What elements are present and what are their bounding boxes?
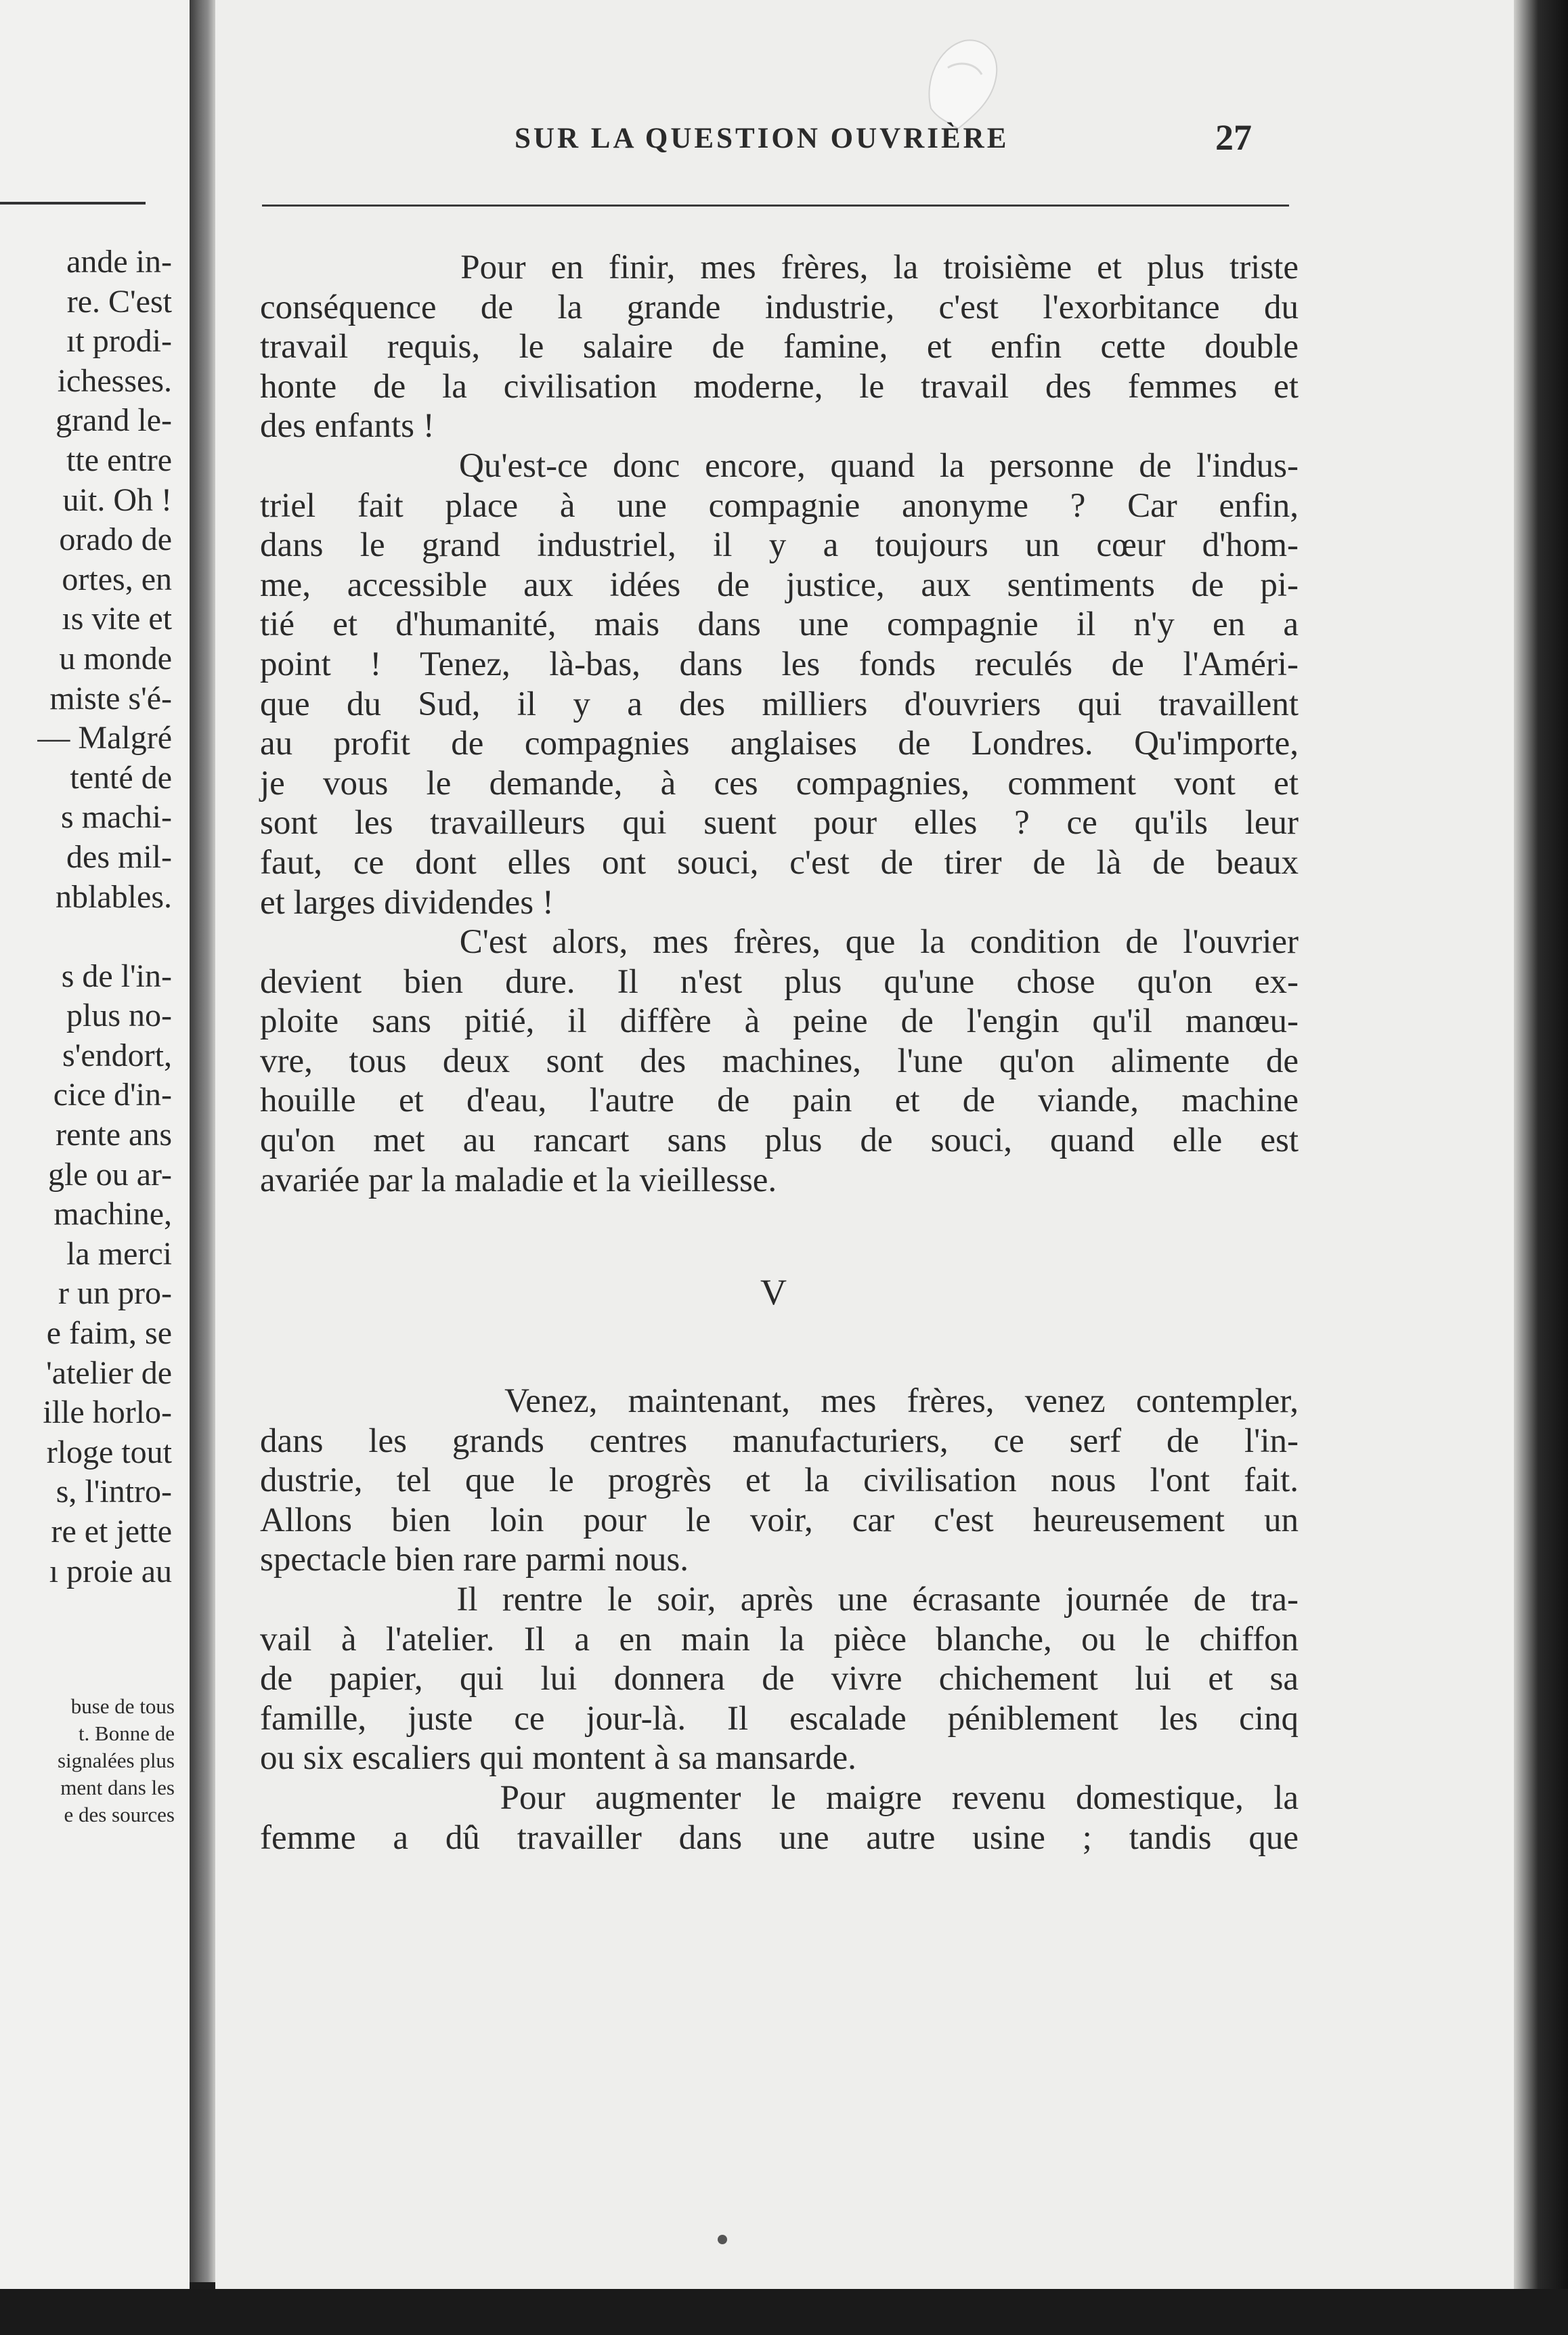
text-line: me, accessible aux idées de justice, aux sentiments de pi- xyxy=(260,565,1299,604)
left-text-line: rente ans xyxy=(56,1117,172,1153)
text-line: houille et d'eau, l'autre de pain et de viande, machine xyxy=(260,1081,1299,1120)
text-line: faut, ce dont elles ont souci, c'est de tirer de là de beaux xyxy=(260,843,1299,882)
left-text-line: re et jette xyxy=(51,1514,172,1549)
text-line: sont les travailleurs qui suent pour elles ? ce qu'ils leur xyxy=(260,804,1299,842)
left-text-line: nblables. xyxy=(56,878,172,915)
text-line: vail à l'atelier. Il a en main la pièce blanche, ou le chiffon xyxy=(260,1620,1299,1658)
section-number: V xyxy=(760,1272,787,1312)
text-line: Il rentre le soir, après une écrasante journée de tra- xyxy=(260,1580,1299,1619)
left-text-line: tte entre xyxy=(66,442,172,478)
text-line: Pour en finir, mes frères, la troisième et plus triste xyxy=(260,249,1299,286)
text-line: Venez, maintenant, mes frères, venez contempler, xyxy=(260,1382,1299,1420)
text-line: C'est alors, mes frères, que la condition de l'ouvrier xyxy=(260,923,1299,962)
text-line: vre, tous deux sont des machines, l'une qu'on alimente de xyxy=(260,1042,1299,1080)
text-line: Allons bien loin pour le voir, car c'est heureusement un xyxy=(260,1501,1299,1539)
left-text-line: s, l'intro- xyxy=(56,1474,172,1510)
page-number: 27 xyxy=(1215,117,1252,158)
text-line: ploite sans pitié, il diffère à peine de l'engin qu'il manœu- xyxy=(260,1002,1299,1041)
left-text-line: la merci xyxy=(66,1235,172,1272)
text-line: avariée par la maladie et la vieillesse. xyxy=(260,1161,777,1199)
left-footnote-line: ment dans les xyxy=(60,1776,175,1799)
left-text-line: ıt prodi- xyxy=(66,323,172,360)
text-line: et larges dividendes ! xyxy=(260,883,554,922)
left-footnote-line: buse de tous xyxy=(70,1694,175,1718)
left-text-line xyxy=(37,917,172,957)
left-text-line: grand le- xyxy=(56,402,172,439)
left-text-line: ortes, en xyxy=(62,561,172,597)
text-line: dustrie, tel que le progrès et la civilisation nous l'ont fait. xyxy=(260,1461,1299,1500)
book-gutter xyxy=(190,0,215,2282)
left-page-text xyxy=(37,242,172,1591)
left-footnote-line: signalées plus xyxy=(57,1749,175,1772)
text-line: que du Sud, il y a des milliers d'ouvriers qui travaillent xyxy=(260,685,1299,723)
text-line: ou six escaliers qui montent à sa mansarde. xyxy=(260,1739,856,1778)
body-text-top xyxy=(260,248,1299,1200)
left-text-line: s de l'in- xyxy=(61,958,172,994)
text-line: de papier, qui lui donnera de vivre chichement lui et sa xyxy=(260,1660,1299,1698)
left-text-line: gle ou ar- xyxy=(48,1156,172,1193)
left-text-line: plus no- xyxy=(66,998,172,1034)
left-footnote-line: t. Bonne de xyxy=(78,1721,175,1745)
left-text-line: 'atelier de xyxy=(46,1354,172,1391)
text-line: triel fait place à une compagnie anonyme ? Car enfin, xyxy=(260,486,1299,525)
left-text-line: r un pro- xyxy=(58,1275,172,1312)
text-line: Pour augmenter le maigre revenu domestique, la xyxy=(260,1778,1299,1817)
text-line: famille, juste ce jour-là. Il escalade péniblement les cinq xyxy=(260,1699,1299,1738)
text-line: point ! Tenez, là-bas, dans les fonds reculés de l'Améri- xyxy=(260,645,1299,683)
left-text-line: ı proie au xyxy=(49,1553,172,1589)
text-line: honte de la civilisation moderne, le travail des femmes et xyxy=(260,367,1299,406)
left-text-line: re. C'est xyxy=(66,283,172,320)
text-line: dans le grand industriel, il y a toujours un cœur d'hom- xyxy=(260,526,1299,565)
text-line: je vous le demande, à ces compagnies, comment vont et xyxy=(260,764,1299,802)
left-footnote-line: e des sources xyxy=(64,1803,175,1826)
left-text-line: uit. Oh ! xyxy=(62,481,172,518)
left-page-rule xyxy=(0,202,146,205)
left-text-line: ande in- xyxy=(66,244,172,280)
text-line: des enfants ! xyxy=(260,407,435,446)
left-text-line: des mil- xyxy=(66,838,172,875)
left-text-line: ichesses. xyxy=(57,362,172,399)
text-line: femme a dû travailler dans une autre usine ; tandis que xyxy=(260,1818,1299,1857)
page-edge-shadow xyxy=(1514,0,1568,2335)
text-line: travail requis, le salaire de famine, et enfin cette double xyxy=(260,328,1299,366)
left-text-line: s'endort, xyxy=(62,1037,172,1073)
previous-page-fragment xyxy=(0,0,190,2289)
left-page-footnotes xyxy=(58,1693,175,1828)
left-text-line: rloge tout xyxy=(46,1434,172,1470)
left-text-line: u monde xyxy=(59,640,172,677)
left-text-line: s machi- xyxy=(61,799,172,836)
text-line: au profit de compagnies anglaises de Londres. Qu'importe, xyxy=(260,725,1299,763)
scan-bottom-edge xyxy=(0,2289,1568,2335)
ink-speck xyxy=(718,2235,727,2244)
left-text-line: orado de xyxy=(59,521,172,558)
left-text-line: machine, xyxy=(53,1196,172,1233)
left-text-line: ille horlo- xyxy=(43,1394,172,1431)
text-line: Qu'est-ce donc encore, quand la personne de l'indus- xyxy=(260,446,1299,485)
text-line: tié et d'humanité, mais dans une compagnie il n'y en a xyxy=(260,605,1299,644)
left-text-line: ıs vite et xyxy=(62,601,172,637)
body-text-bottom xyxy=(260,1381,1299,1858)
text-line: qu'on met au rancart sans plus de souci, quand elle est xyxy=(260,1121,1299,1160)
left-text-line: cice d'in- xyxy=(53,1077,172,1113)
left-text-line: tenté de xyxy=(70,759,172,796)
text-line: dans les grands centres manufacturiers, ce serf de l'in- xyxy=(260,1421,1299,1460)
left-text-line: — Malgré xyxy=(37,720,172,756)
text-line: conséquence de la grande industrie, c'est l'exorbitance du xyxy=(260,288,1299,326)
header-rule xyxy=(262,205,1289,207)
running-head: SUR LA QUESTION OUVRIÈRE xyxy=(515,123,1009,154)
left-text-line: miste s'é- xyxy=(49,680,172,716)
text-line: spectacle bien rare parmi nous. xyxy=(260,1541,689,1579)
left-text-line: e faim, se xyxy=(46,1315,172,1352)
text-line: devient bien dure. Il n'est plus qu'une chose qu'on ex- xyxy=(260,962,1299,1001)
